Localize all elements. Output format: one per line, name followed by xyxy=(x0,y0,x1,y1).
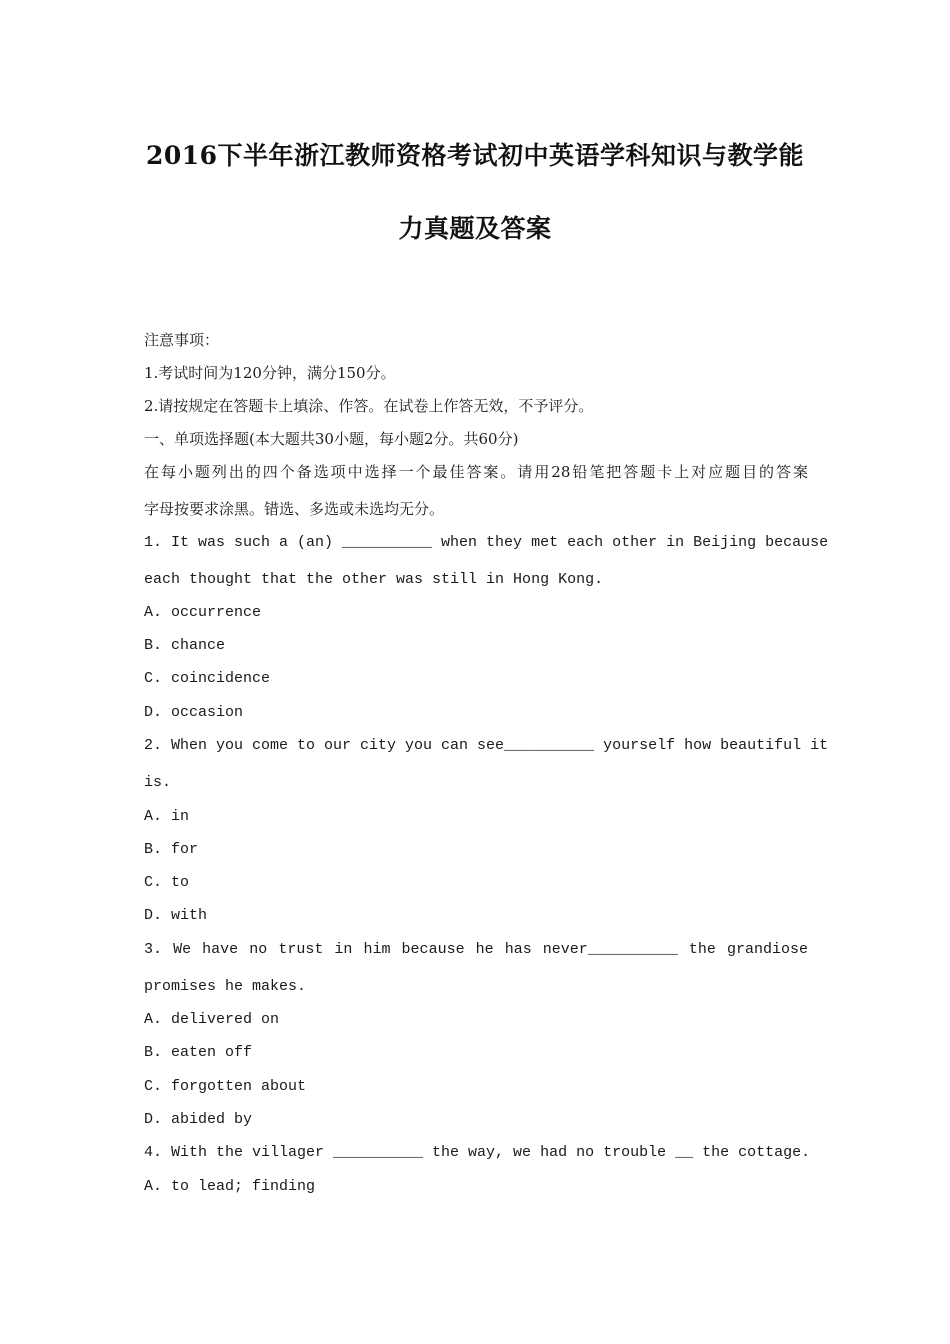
question-1-option-d: D. occasion xyxy=(144,704,244,721)
question-2-option-d: D. with xyxy=(144,907,208,924)
notes-item-1: 1.考试时间为120分钟，满分150分。 xyxy=(144,364,396,382)
question-3-option-d: D. abided by xyxy=(144,1111,253,1128)
question-1-stem-line2: each thought that the other was still in Hong Kong. xyxy=(144,571,604,588)
question-2-option-c: C. to xyxy=(144,874,190,891)
question-1-option-a: A. occurrence xyxy=(144,604,262,621)
question-2-stem-line2: is. xyxy=(144,774,172,791)
question-2-option-b: B. for xyxy=(144,841,199,858)
notes-item-2: 2.请按规定在答题卡上填涂、作答。在试卷上作答无效，不予评分。 xyxy=(144,397,594,415)
section-instruction-line1: 在每小题列出的四个备选项中选择一个最佳答案。请用28铅笔把答题卡上对应题目的答案 xyxy=(144,463,808,481)
section-heading: 一、单项选择题(本大题共30小题，每小题2分。共60分) xyxy=(144,430,519,448)
question-3-option-c: C. forgotten about xyxy=(144,1078,307,1095)
question-1-option-c: C. coincidence xyxy=(144,670,271,687)
notes-heading: 注意事项： xyxy=(144,331,220,349)
question-2-stem-line1: 2. When you come to our city you can see__________ yourself how beautiful it xyxy=(144,737,829,754)
document-title-line2: 力真题及答案 xyxy=(398,214,552,243)
question-3-stem-line1: 3. We have no trust in him because he has never__________ the grandiose xyxy=(144,941,808,958)
question-3-option-a: A. delivered on xyxy=(144,1011,280,1028)
question-1-stem-line1: 1. It was such a (an) __________ when they met each other in Beijing because xyxy=(144,534,829,551)
question-4-option-a: A. to lead; finding xyxy=(144,1178,316,1195)
question-4-stem-line1: 4. With the villager __________ the way, we had no trouble __ the cottage. xyxy=(144,1144,811,1161)
question-2-option-a: A. in xyxy=(144,808,190,825)
question-3-option-b: B. eaten off xyxy=(144,1044,253,1061)
question-1-option-b: B. chance xyxy=(144,637,226,654)
question-3-stem-line2: promises he makes. xyxy=(144,978,307,995)
document-title-line1: 2016下半年浙江教师资格考试初中英语学科知识与教学能 xyxy=(145,141,805,170)
section-instruction-line2: 字母按要求涂黑。错选、多选或未选均无分。 xyxy=(144,500,445,518)
